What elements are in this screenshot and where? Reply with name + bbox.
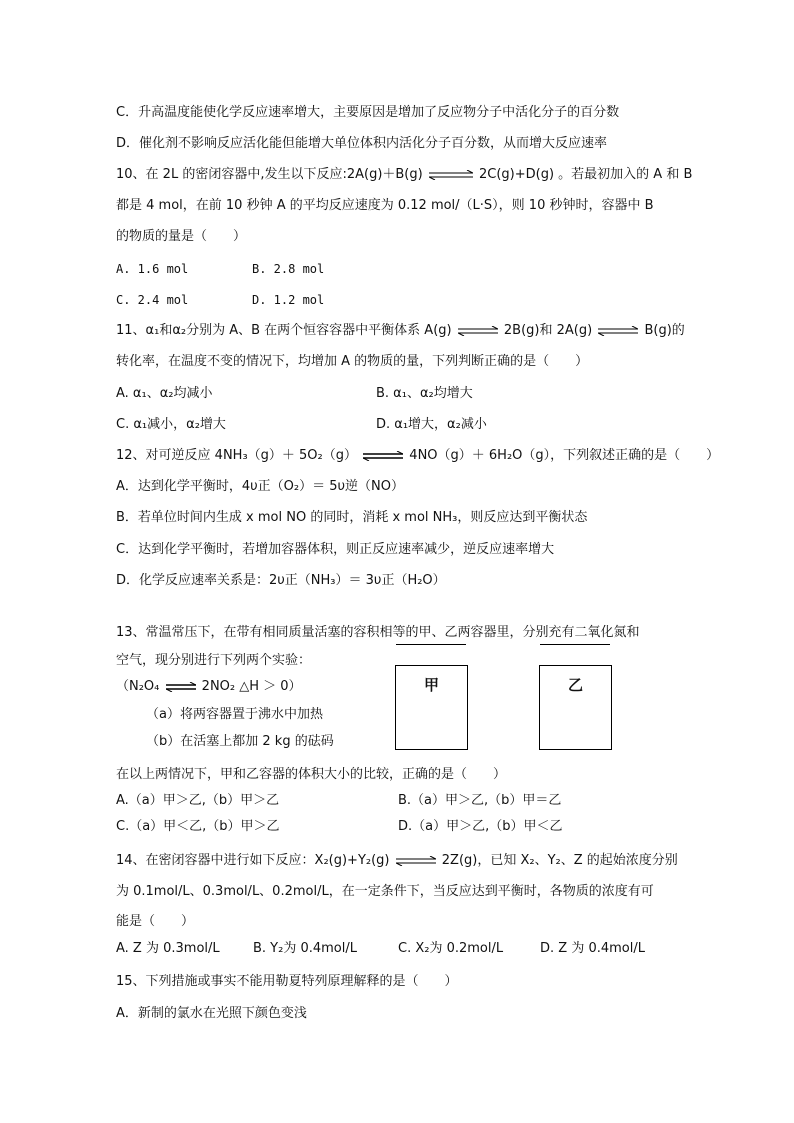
q10-stem-line1 — [116, 166, 692, 184]
q9-option-d: D．催化剂不影响反应活化能但能增大单位体积内活化分子百分数，从而增大反应速率 — [116, 136, 608, 151]
q12-option-b: B．若单位时间内生成 x mol NO 的同时，消耗 x mol NH₃，则反应达到平衡状态 — [116, 510, 588, 525]
q11-option-d: D. α₁增大，α₂减小 — [376, 417, 487, 432]
q14-stem-line3: 能是（ ） — [116, 914, 195, 929]
container-jia-diagram — [395, 665, 468, 750]
equilibrium-arrow-icon — [458, 326, 498, 336]
q13-equation — [116, 678, 302, 696]
equilibrium-arrow-icon — [166, 682, 196, 692]
q13-stem-line1: 13、常温常压下，在带有相同质量活塞的容积相等的甲、乙两容器里，分别充有二氧化氮和 — [116, 625, 640, 640]
q10-option-c: C. 2.4 mol — [116, 293, 189, 307]
q14-option-d: D. Z 为 0.4mol/L — [540, 941, 645, 956]
q13-option-c: C.（a）甲＜乙,（b）甲＞乙 — [116, 819, 280, 834]
q9-option-c: C．升高温度能使化学反应速率增大，主要原因是增加了反应物分子中活化分子的百分数 — [116, 105, 620, 120]
q10-option-b: B. 2.8 mol — [252, 262, 325, 276]
equilibrium-arrow-icon — [363, 451, 403, 461]
q10-stem-part2: 2C(g)+D(g) 。若最初加入的 A 和 B — [479, 167, 693, 182]
q14-option-b: B. Y₂为 0.4mol/L — [253, 941, 357, 956]
q11-option-b: B. α₁、α₂均增大 — [376, 386, 473, 401]
q13-option-d: D.（a）甲＞乙,（b）甲＜乙 — [398, 819, 563, 834]
q10-option-a: A. 1.6 mol — [116, 262, 189, 276]
q13-experiment-b: （b）在活塞上都加 2 kg 的砝码 — [146, 734, 334, 749]
underline — [540, 644, 610, 645]
underline — [396, 644, 466, 645]
q13-equation-part2: 2NO₂ △H ＞ 0） — [201, 679, 302, 694]
q12-stem-part1: 12、对可逆反应 4NH₃（g）＋ 5O₂（g） — [116, 448, 358, 463]
container-yi-diagram — [539, 665, 612, 750]
q12-option-c: C．达到化学平衡时，若增加容器体积，则正反应速率减少，逆反应速率增大 — [116, 542, 555, 557]
q13-stem-line3: 在以上两情况下，甲和乙容器的体积大小的比较，正确的是（ ） — [116, 767, 507, 782]
q11-stem-line2: 转化率，在温度不变的情况下，均增加 A 的物质的量，下列判断正确的是（ ） — [116, 354, 589, 369]
q11-option-a: A. α₁、α₂均减小 — [116, 386, 213, 401]
q11-stem-part2: 2B(g)和 2A(g) — [503, 323, 593, 338]
q14-stem-part2: 2Z(g)，已知 X₂、Y₂、Z 的起始浓度分别 — [441, 853, 678, 868]
q14-stem-line2: 为 0.1mol/L、0.3mol/L、0.2mol/L，在一定条件下，当反应达到平衡时，各物质的浓度有可 — [116, 884, 654, 899]
q11-stem-line1 — [116, 322, 685, 340]
equilibrium-arrow-icon — [598, 326, 638, 336]
q14-option-c: C. X₂为 0.2mol/L — [398, 941, 504, 956]
q10-stem-line2: 都是 4 mol，在前 10 秒钟 A 的平均反应速度为 0.12 mol/（L·S），则 10 秒钟时，容器中 B — [116, 198, 654, 213]
q12-option-d: D．化学反应速率关系是：2υ正（NH₃）＝ 3υ正（H₂O） — [116, 573, 446, 588]
q15-option-a: A．新制的氯水在光照下颜色变浅 — [116, 1006, 307, 1021]
q13-stem-line2: 空气，现分别进行下列两个实验： — [116, 653, 312, 668]
q13-option-b: B.（a）甲＞乙,（b）甲＝乙 — [398, 793, 562, 808]
q13-experiment-a: （a）将两容器置于沸水中加热 — [146, 707, 323, 722]
q14-stem-line1 — [116, 852, 678, 870]
q11-option-c: C. α₁减小，α₂增大 — [116, 417, 226, 432]
container-yi-label: 乙 — [567, 676, 583, 694]
q12-stem-line1 — [116, 447, 719, 465]
q14-stem-part1: 14、在密闭容器中进行如下反应：X₂(g)+Y₂(g) — [116, 853, 390, 868]
q12-option-a: A．达到化学平衡时，4υ正（O₂）＝ 5υ逆（NO） — [116, 479, 405, 494]
container-jia-label: 甲 — [423, 676, 439, 694]
q12-stem-part2: 4NO（g）＋ 6H₂O（g），下列叙述正确的是（ ） — [409, 448, 720, 463]
q10-stem-part1: 10、在 2L 的密闭容器中,发生以下反应:2A(g)＋B(g) — [116, 167, 423, 182]
q10-option-d: D. 1.2 mol — [252, 293, 325, 307]
q15-stem-line1: 15、下列措施或事实不能用勒夏特列原理解释的是（ ） — [116, 974, 458, 989]
q14-option-a: A. Z 为 0.3mol/L — [116, 941, 220, 956]
equilibrium-arrow-icon — [396, 856, 436, 866]
equilibrium-arrow-icon — [429, 170, 473, 180]
q13-option-a: A.（a）甲＞乙,（b）甲＞乙 — [116, 793, 280, 808]
q11-stem-part3: B(g)的 — [644, 323, 685, 338]
q11-stem-part1: 11、α₁和α₂分别为 A、B 在两个恒容容器中平衡体系 A(g) — [116, 323, 452, 338]
q13-equation-part1: （N₂O₄ — [116, 679, 160, 694]
q10-stem-line3: 的物质的量是（ ） — [116, 229, 247, 244]
